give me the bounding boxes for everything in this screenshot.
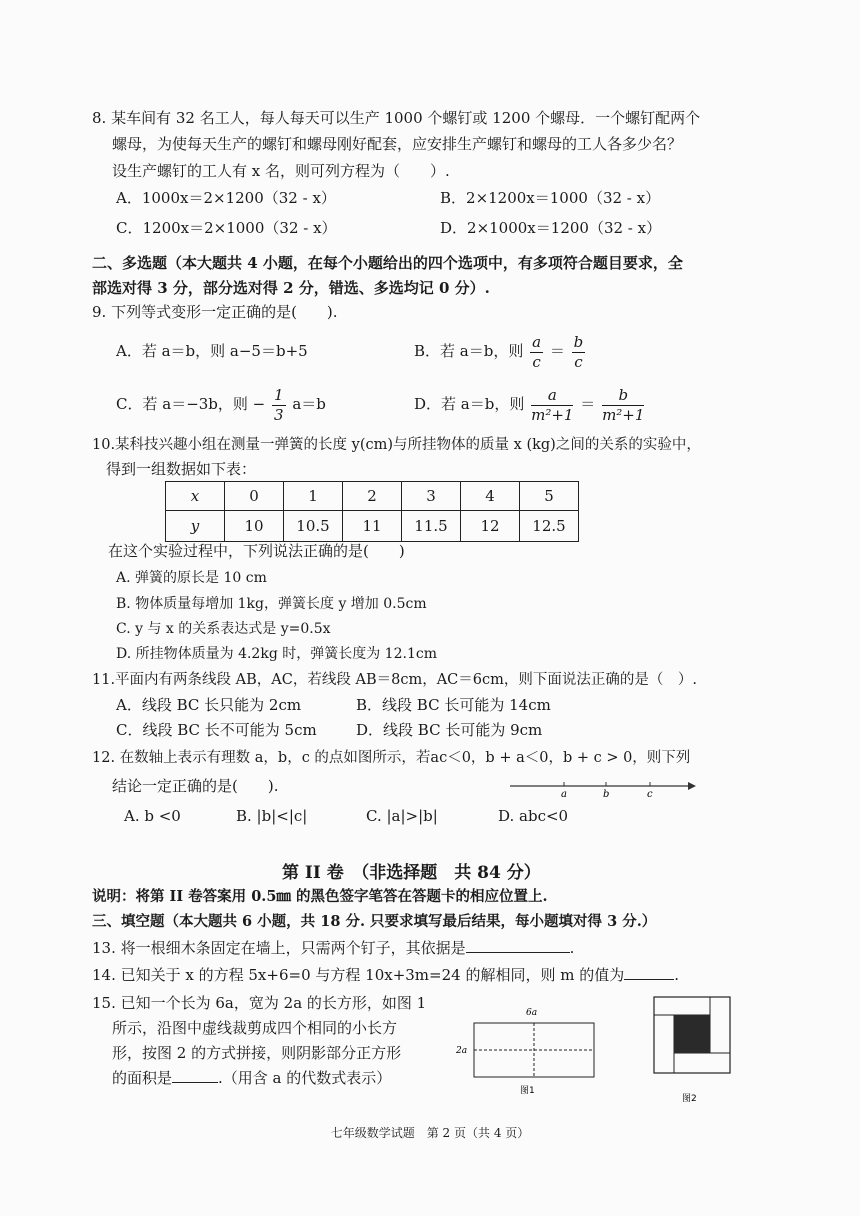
fraction-numerator: b — [573, 332, 584, 351]
fraction-denominator: c — [574, 352, 583, 371]
q9-option-d-prefix: D．若 a＝b，则 — [414, 395, 525, 413]
table-cell: 4 — [461, 482, 520, 511]
fraction-numerator: a — [532, 332, 542, 351]
q10-option-a: A. 弹簧的原长是 10 cm — [116, 570, 267, 586]
fig1-width-label: 6a — [526, 1008, 538, 1018]
q9-option-d-fraction-left — [531, 386, 573, 425]
fig2-shaded-square — [674, 1015, 710, 1053]
q9-option-b-fraction-right — [572, 333, 586, 372]
q8-line1: 8. 某车间有 32 名工人，每人每天可以生产 1000 个螺钉或 1200 个螺母．一个螺钉配两个 — [92, 109, 701, 127]
fraction-denominator: c — [532, 352, 541, 371]
q12-option-b: B. |b|<|c| — [236, 807, 308, 825]
table-cell: 3 — [402, 482, 461, 511]
q13: 13. 将一根细木条固定在墙上，只需两个钉子，其依据是 . — [92, 939, 575, 957]
q15-line4-prefix: 的面积是 — [112, 1069, 173, 1087]
table-cell: 11 — [343, 511, 402, 542]
table-cell: 10 — [225, 511, 284, 542]
answer-blank — [466, 952, 570, 953]
figure-1-rectangle — [452, 1003, 602, 1121]
q8-option-d: D．2×1000x＝1200（32 - x） — [440, 219, 662, 237]
q8-option-a: A．1000x＝2×1200（32 - x） — [116, 189, 336, 207]
part2-title: 第 II 卷 （非选择题 共 84 分） — [282, 863, 541, 883]
q8-option-c: C．1200x＝2×1000（32 - x） — [116, 219, 337, 237]
section3-heading: 三、填空题（本大题共 6 小题，共 18 分. 只要求填写最后结果，每小题填对得 3 分.） — [92, 913, 657, 930]
label-b: b — [603, 789, 610, 800]
q15-line4-suffix: .（用含 a 的代数式表示） — [218, 1069, 392, 1087]
q10-option-b: B. 物体质量每增加 1kg，弹簧长度 y 增加 0.5cm — [116, 596, 427, 612]
q14: 14. 已知关于 x 的方程 5x+6=0 与方程 10x+3m=24 的解相同，则 m 的值为 . — [92, 966, 679, 984]
q8-line2: 螺母，为使每天生产的螺钉和螺母刚好配套，应安排生产螺钉和螺母的工人各多少名？ — [112, 135, 683, 153]
table-cell: 1 — [284, 482, 343, 511]
q11-option-b: B．线段 BC 长可能为 14cm — [356, 696, 551, 714]
q11-option-d: D．线段 BC 长可能为 9cm — [356, 721, 543, 739]
fraction-denominator: 3 — [274, 405, 284, 424]
q9-option-b — [414, 330, 587, 372]
q9-option-c-prefix: C．若 a＝−3b，则 − — [116, 395, 266, 413]
q12-line2: 结论一定正确的是( ). — [112, 777, 279, 795]
q12-option-c: C. |a|>|b| — [366, 807, 438, 825]
fraction-numerator: b — [602, 386, 644, 406]
q9-option-d — [414, 383, 646, 425]
q11-line1: 11.平面内有两条线段 AB，AC，若线段 AB＝8cm，AC＝6cm，则下面说法正确的是（ ）. — [92, 672, 697, 688]
table-cell: 0 — [225, 482, 284, 511]
q9-option-c — [116, 383, 326, 425]
part2-note: 说明：将第 II 卷答案用 0.5㎜ 的黑色签字笔答在答题卡的相应位置上. — [92, 888, 548, 905]
q8-line3: 设生产螺钉的工人有 x 名，则可列方程为（ ）. — [112, 162, 450, 180]
q12-line1: 12. 在数轴上表示有理数 a，b，c 的点如图所示，若ac＜0，b + a＜0，b + c > 0，则下列 — [92, 750, 691, 766]
answer-blank — [172, 1082, 218, 1083]
q15-line2: 所示，沿图中虚线裁剪成四个相同的小长方 — [112, 1019, 398, 1037]
q10-line1: 10.某科技兴趣小组在测量一弹簧的长度 y(cm)与所挂物体的质量 x (kg)之间的关系的实验中， — [92, 437, 701, 453]
table-cell: 10.5 — [284, 511, 343, 542]
arrow-icon — [688, 782, 696, 790]
q15-line1: 15. 已知一个长为 6a，宽为 2a 的长方形，如图 1 — [92, 994, 427, 1012]
section2-heading-line1: 二、多选题（本大题共 4 小题，在每个小题给出的四个选项中，有多项符合题目要求，全 — [92, 254, 683, 272]
q10-option-d: D. 所挂物体质量为 4.2kg 时，弹簧长度为 12.1cm — [116, 646, 437, 662]
equals-sign: ＝ — [580, 395, 596, 413]
page-footer: 七年级数学试题 第 2 页（共 4 页） — [330, 1126, 530, 1140]
q9-option-c-suffix: a＝b — [292, 395, 326, 413]
fraction-denominator: m²+1 — [602, 405, 645, 424]
q9-stem: 9. 下列等式变形一定正确的是( ). — [92, 303, 338, 321]
figure-2-square — [652, 995, 734, 1107]
q9-option-a: A．若 a＝b，则 a−5＝b+5 — [116, 342, 308, 360]
equals-sign: ＝ — [549, 342, 565, 360]
fig1-caption: 图1 — [520, 1086, 535, 1096]
q11-option-a: A．线段 BC 长只能为 2cm — [116, 696, 302, 714]
q14-text: 14. 已知关于 x 的方程 5x+6=0 与方程 10x+3m=24 的解相同，则 m 的值为 — [92, 966, 625, 984]
fraction-numerator: 1 — [274, 385, 284, 404]
q8-option-b: B．2×1200x＝1000（32 - x） — [440, 189, 661, 207]
q10-option-c: C. y 与 x 的关系表达式是 y=0.5x — [116, 621, 331, 637]
fraction-denominator: m²+1 — [531, 405, 574, 424]
q12-option-a: A. b <0 — [124, 807, 181, 825]
table-cell: 12 — [461, 511, 520, 542]
fig1-height-label: 2a — [456, 1046, 468, 1056]
label-c: c — [647, 789, 653, 800]
q9-option-d-fraction-right — [602, 386, 644, 425]
table-row-y — [166, 511, 579, 542]
q13-text: 13. 将一根细木条固定在墙上，只需两个钉子，其依据是 — [92, 939, 466, 957]
table-row-x — [166, 482, 579, 511]
table-cell: 5 — [520, 482, 579, 511]
table-cell: x — [166, 482, 225, 511]
fig2-caption: 图2 — [682, 1094, 697, 1104]
q15-line4 — [112, 1068, 391, 1088]
number-line-figure — [508, 776, 698, 800]
data-table — [165, 481, 579, 542]
q9-option-c-fraction — [272, 386, 286, 425]
table-cell: 11.5 — [402, 511, 461, 542]
q15-line3: 形，按图 2 的方式拼接，则阴影部分正方形 — [112, 1044, 402, 1062]
q11-option-c: C．线段 BC 长不可能为 5cm — [116, 721, 317, 739]
q10-line3: 在这个实验过程中，下列说法正确的是( ) — [108, 542, 405, 560]
fraction-numerator: a — [531, 386, 573, 406]
table-cell: 12.5 — [520, 511, 579, 542]
answer-blank — [624, 979, 674, 980]
q9-option-b-prefix: B．若 a＝b，则 — [414, 342, 524, 360]
label-a: a — [561, 789, 567, 800]
q12-option-d: D. abc<0 — [498, 807, 569, 825]
q9-option-b-fraction-left — [530, 333, 543, 372]
section2-heading-line2: 部选对得 3 分，部分选对得 2 分，错选、多选均记 0 分）. — [92, 279, 490, 297]
q10-line2: 得到一组数据如下表： — [106, 460, 257, 478]
table-cell: y — [166, 511, 225, 542]
table-cell: 2 — [343, 482, 402, 511]
